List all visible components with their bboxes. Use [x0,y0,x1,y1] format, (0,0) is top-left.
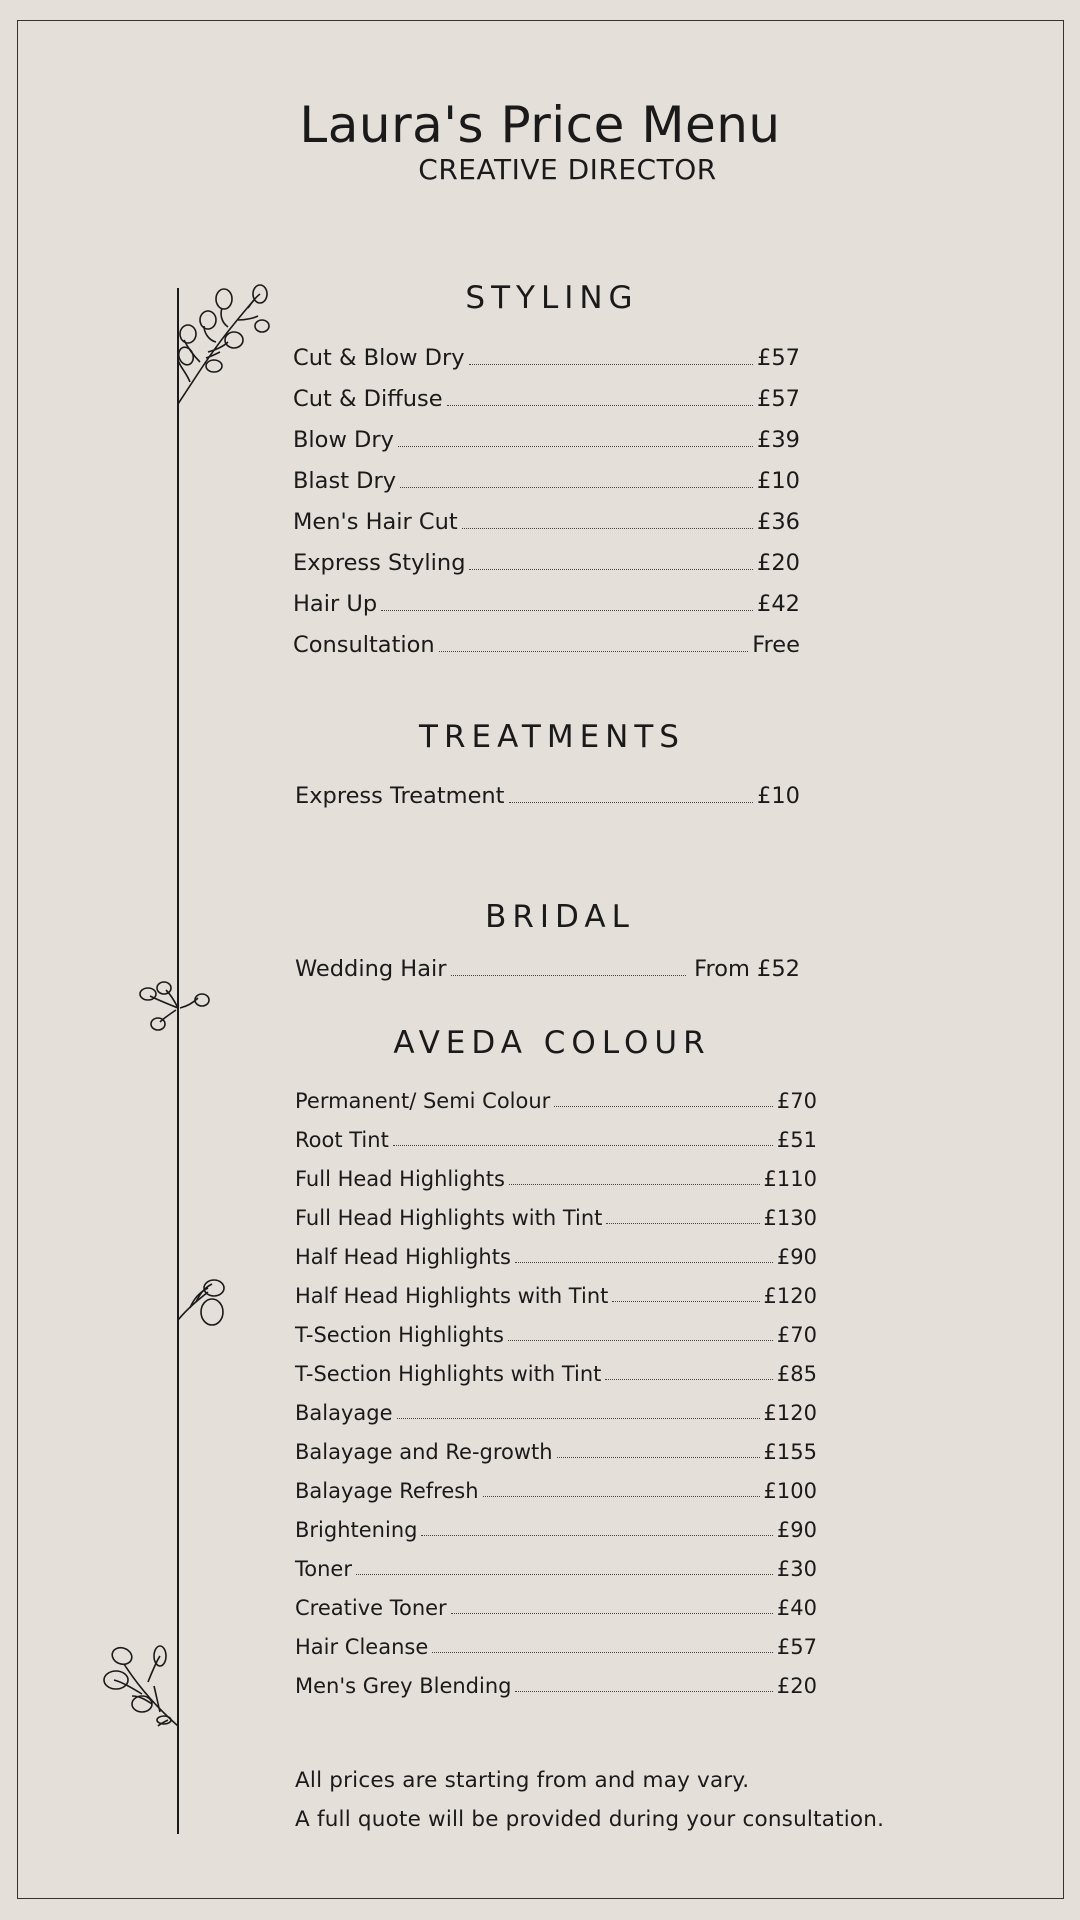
item-price: £90 [776,1245,817,1269]
item-name: Men's Grey Blending [295,1674,512,1698]
item-price: £130 [763,1206,817,1230]
price-row [295,1629,817,1659]
lower-leaf-sprig-icon [176,1278,232,1336]
dot-leader [469,364,754,365]
dot-leader [469,569,753,570]
item-name: Men's Hair Cut [293,509,458,535]
dot-leader [515,1262,773,1263]
price-row [293,464,800,494]
item-price: £39 [757,427,800,453]
item-price: From £52 [694,956,800,982]
pricing-note: All prices are starting from and may vary. [295,1768,750,1793]
bottom-leaf-sprig-icon [102,1642,180,1730]
page-subtitle: CREATIVE DIRECTOR [418,153,717,186]
item-price: £51 [776,1128,817,1152]
price-row [293,423,800,453]
item-price: £20 [757,550,800,576]
item-price: £70 [776,1089,817,1113]
item-name: T-Section Highlights [295,1323,504,1347]
item-name: Permanent/ Semi Colour [295,1089,551,1113]
price-row [295,1317,817,1347]
dot-leader [439,651,749,652]
item-name: T-Section Highlights with Tint [295,1362,602,1386]
price-row [293,341,800,371]
section-title-treatments: TREATMENTS [419,719,685,755]
item-name: Brightening [295,1518,418,1542]
item-name: Consultation [293,632,435,658]
dot-leader [554,1106,773,1107]
dot-leader [557,1457,760,1458]
item-name: Half Head Highlights with Tint [295,1284,609,1308]
price-row [293,505,800,535]
price-row [295,1356,817,1386]
price-row [293,546,800,576]
price-row [295,1512,817,1542]
dot-leader [432,1652,773,1653]
item-name: Balayage [295,1401,393,1425]
item-name: Hair Cleanse [295,1635,429,1659]
price-row [295,1395,817,1425]
quote-note: A full quote will be provided during your consultation. [295,1807,885,1832]
price-row [295,1239,817,1269]
item-name: Blast Dry [293,468,397,494]
item-price: £20 [776,1674,817,1698]
item-price: £110 [763,1167,817,1191]
item-name: Hair Up [293,591,378,617]
item-price: £70 [776,1323,817,1347]
dot-leader [398,446,753,447]
price-row [293,587,800,617]
top-leaf-sprig-icon [176,282,272,410]
item-price: £120 [763,1401,817,1425]
item-price: £10 [757,468,800,494]
dot-leader [397,1418,760,1419]
section-title-aveda-colour: AVEDA COLOUR [393,1025,711,1061]
item-name: Balayage Refresh [295,1479,479,1503]
price-row [295,779,800,809]
dot-leader [515,1691,772,1692]
dot-leader [462,528,753,529]
dot-leader [356,1574,773,1575]
item-price: £120 [763,1284,817,1308]
price-row [293,382,800,412]
dot-leader [606,1223,759,1224]
dot-leader [451,1613,773,1614]
dot-leader [393,1145,773,1146]
item-price: £57 [776,1635,817,1659]
item-price: Free [752,632,800,658]
section-title-styling: STYLING [465,280,639,316]
price-row [295,1161,817,1191]
page-title: Laura's Price Menu [299,96,781,154]
item-price: £90 [776,1518,817,1542]
item-name: Full Head Highlights [295,1167,505,1191]
price-row [295,1473,817,1503]
dot-leader [421,1535,772,1536]
item-name: Toner [295,1557,352,1581]
item-price: £40 [776,1596,817,1620]
item-price: £30 [776,1557,817,1581]
dot-leader [605,1379,773,1380]
item-name: Wedding Hair [295,956,447,982]
item-name: Creative Toner [295,1596,447,1620]
item-price: £57 [757,345,800,371]
price-row [295,1590,817,1620]
item-price: £155 [763,1440,817,1464]
dot-leader [451,975,687,976]
price-row [293,628,800,658]
price-row [295,1434,817,1464]
dot-leader [447,405,754,406]
section-title-bridal: BRIDAL [485,899,635,935]
item-price: £42 [757,591,800,617]
item-price: £85 [776,1362,817,1386]
price-row [295,1668,817,1698]
middle-leaf-sprig-icon [138,980,210,1032]
dot-leader [381,610,753,611]
dot-leader [509,802,754,803]
price-row [295,1278,817,1308]
item-name: Express Treatment [295,783,505,809]
decorative-vertical-line [177,288,179,1834]
price-row [295,1083,817,1113]
item-name: Half Head Highlights [295,1245,511,1269]
dot-leader [612,1301,759,1302]
dot-leader [483,1496,760,1497]
item-name: Cut & Blow Dry [293,345,465,371]
item-name: Blow Dry [293,427,394,453]
price-row [295,1200,817,1230]
dot-leader [509,1184,760,1185]
item-price: £10 [757,783,800,809]
item-name: Express Styling [293,550,466,576]
price-row [295,1122,817,1152]
item-price: £100 [763,1479,817,1503]
item-name: Root Tint [295,1128,389,1152]
item-name: Balayage and Re-growth [295,1440,553,1464]
dot-leader [508,1340,773,1341]
item-name: Cut & Diffuse [293,386,443,412]
item-name: Full Head Highlights with Tint [295,1206,603,1230]
dot-leader [400,487,753,488]
price-row [295,1551,817,1581]
item-price: £57 [757,386,800,412]
price-row [295,952,800,982]
item-price: £36 [757,509,800,535]
